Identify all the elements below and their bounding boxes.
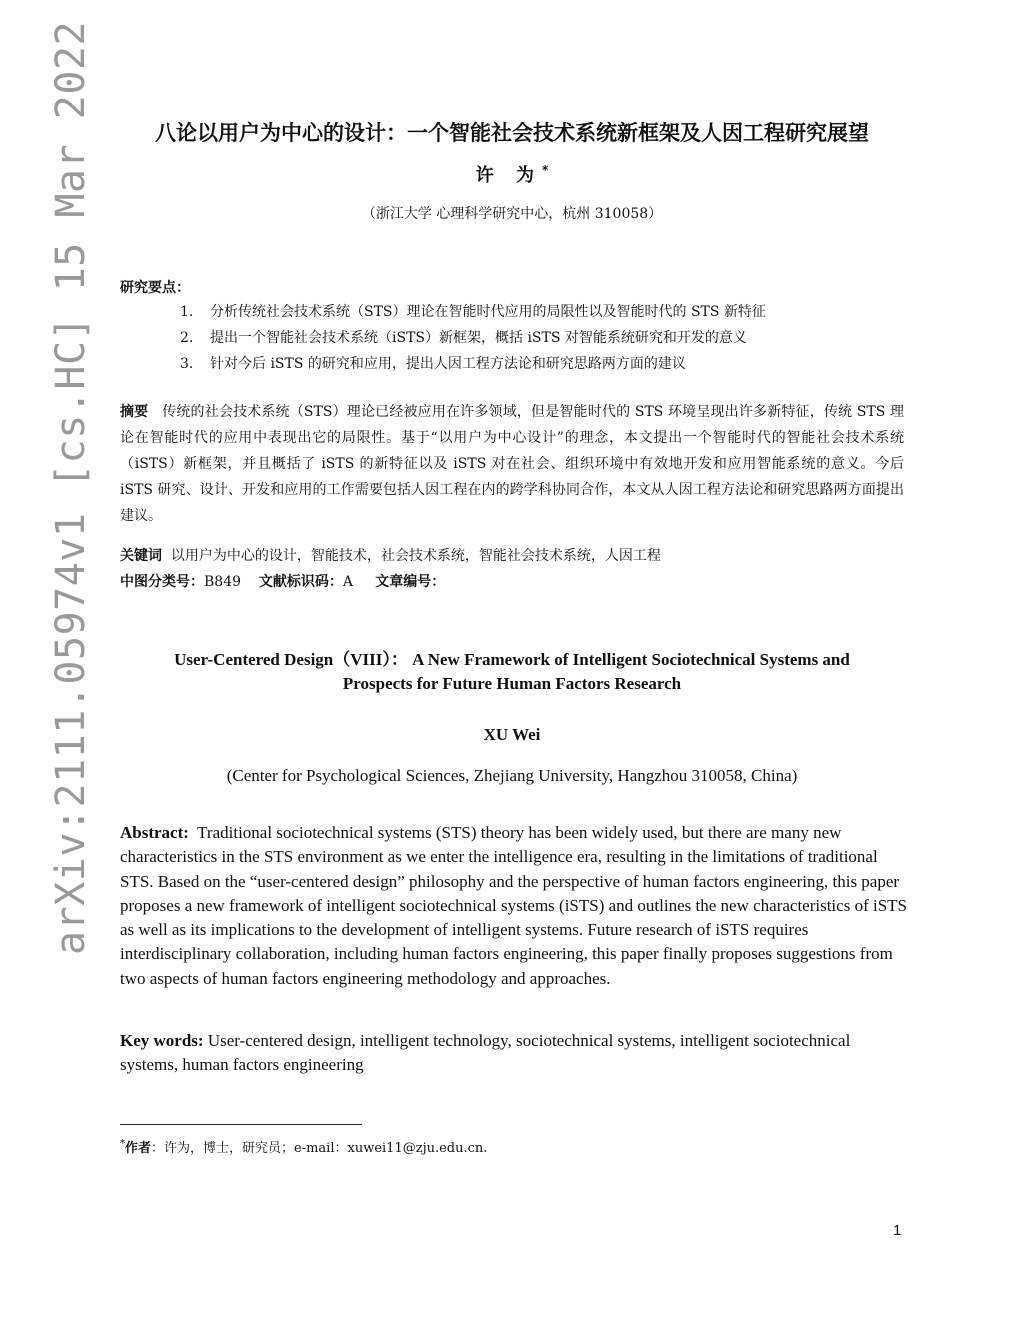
english-affiliation: (Center for Psychological Sciences, Zhejiang University, Hangzhou 310058, China) xyxy=(226,766,798,785)
english-title-line-1: User-Centered Design（VIII）： A New Framework of Intelligent Sociotechnical Systems and xyxy=(174,650,850,669)
chinese-author xyxy=(120,161,904,187)
chinese-abstract xyxy=(120,399,904,529)
author-footnote-mark: * xyxy=(542,163,549,177)
article-number-label: 文章编号： xyxy=(375,574,446,590)
english-abstract xyxy=(120,821,910,991)
english-author: XU Wei xyxy=(483,725,541,744)
english-keywords-label: Key words: xyxy=(120,1031,204,1050)
highlight-text: 提出一个智能社会技术系统（iSTS）新框架，概括 iSTS 对智能系统研究和开发的意义 xyxy=(210,330,747,346)
chinese-affiliation: （浙江大学 心理科学研究中心，杭州 310058） xyxy=(361,206,663,222)
class-number-label: 中图分类号： xyxy=(120,574,204,590)
footnote-label: 作者 xyxy=(125,1141,152,1156)
chinese-abstract-label: 摘要 xyxy=(120,404,149,420)
english-title-line-2: Prospects for Future Human Factors Research xyxy=(342,674,682,693)
english-keywords-text: User-centered design, intelligent technology, sociotechnical systems, intelligent sociotechnical systems, human factors engineering xyxy=(120,1031,851,1075)
footnote xyxy=(120,1137,487,1156)
chinese-abstract-text: 传统的社会技术系统（STS）理论已经被应用在许多领域，但是智能时代的 STS 环境呈现出许多新特征，传统 STS 理论在智能时代的应用中表现出它的局限性。基于“以用户为中心设计”的理念，本文提出一个智能时代的智能社会技术系统（iSTS）新框架，并且概括了 iSTS 的新特征以及 iSTS 对在社会、组织环境中有效地开发和应用智能系统的意义。今后 iSTS 研究、设计、开发和应用的工作需要包括人因工程在内的跨学科协同合作，本文从人因工程方法论和研究思路两方面提出建议。 xyxy=(120,404,904,524)
doc-code-value: A xyxy=(342,574,353,590)
english-abstract-label: Abstract: xyxy=(120,823,189,842)
highlight-number: 2. xyxy=(180,330,194,346)
highlight-item xyxy=(180,351,766,377)
doc-code-label: 文献标识码： xyxy=(258,574,343,590)
english-abstract-text: Traditional sociotechnical systems (STS) theory has been widely used, but there are many new characteristics in the STS environment as we enter the intelligence era, resulting in the limitations of traditional STS. Based on the “user-centered design” philosophy and the perspective of human factors engineering, this paper proposes a new framework of intelligent sociotechnical systems (iSTS) and outlines the new characteristics of iSTS as well as its implications to the development of intelligent systems. Future research of iSTS requires interdisciplinary collaboration, including human factors engineering, this paper finally proposes suggestions from two aspects of human factors engineering methodology and approaches. xyxy=(120,823,907,988)
chinese-author-name: 许 为 xyxy=(475,165,542,186)
english-keywords xyxy=(120,1029,910,1078)
highlight-text: 针对今后 iSTS 的研究和应用，提出人因工程方法论和研究思路两方面的建议 xyxy=(210,356,686,372)
footnote-text: ：许为，博士，研究员；e-mail：xuwei11@zju.edu.cn. xyxy=(151,1141,488,1156)
chinese-keywords-text: 以用户为中心的设计，智能技术，社会技术系统，智能社会技术系统，人因工程 xyxy=(170,548,661,564)
highlight-number: 3. xyxy=(180,356,194,372)
highlight-item xyxy=(180,325,766,351)
chinese-keywords xyxy=(120,544,904,568)
class-number-value: B849 xyxy=(204,574,242,590)
highlights-list xyxy=(180,299,766,377)
chinese-title: 八论以用户为中心的设计：一个智能社会技术系统新框架及人因工程研究展望 xyxy=(155,121,869,145)
highlights-heading: 研究要点： xyxy=(120,280,190,296)
chinese-keywords-label: 关键词 xyxy=(120,548,162,564)
footnote-rule xyxy=(120,1124,362,1125)
footnote-mark: * xyxy=(120,1138,125,1150)
arxiv-watermark: arXiv:2111.05974v1 [cs.HC] 15 Mar 2022 xyxy=(48,20,94,955)
english-title xyxy=(120,648,904,696)
highlight-text: 分析传统社会技术系统（STS）理论在智能时代应用的局限性以及智能时代的 STS 新特征 xyxy=(210,304,766,320)
page-number: 1 xyxy=(893,1222,902,1239)
highlight-item xyxy=(180,299,766,325)
highlight-number: 1. xyxy=(180,304,194,320)
chinese-classification xyxy=(120,570,904,594)
